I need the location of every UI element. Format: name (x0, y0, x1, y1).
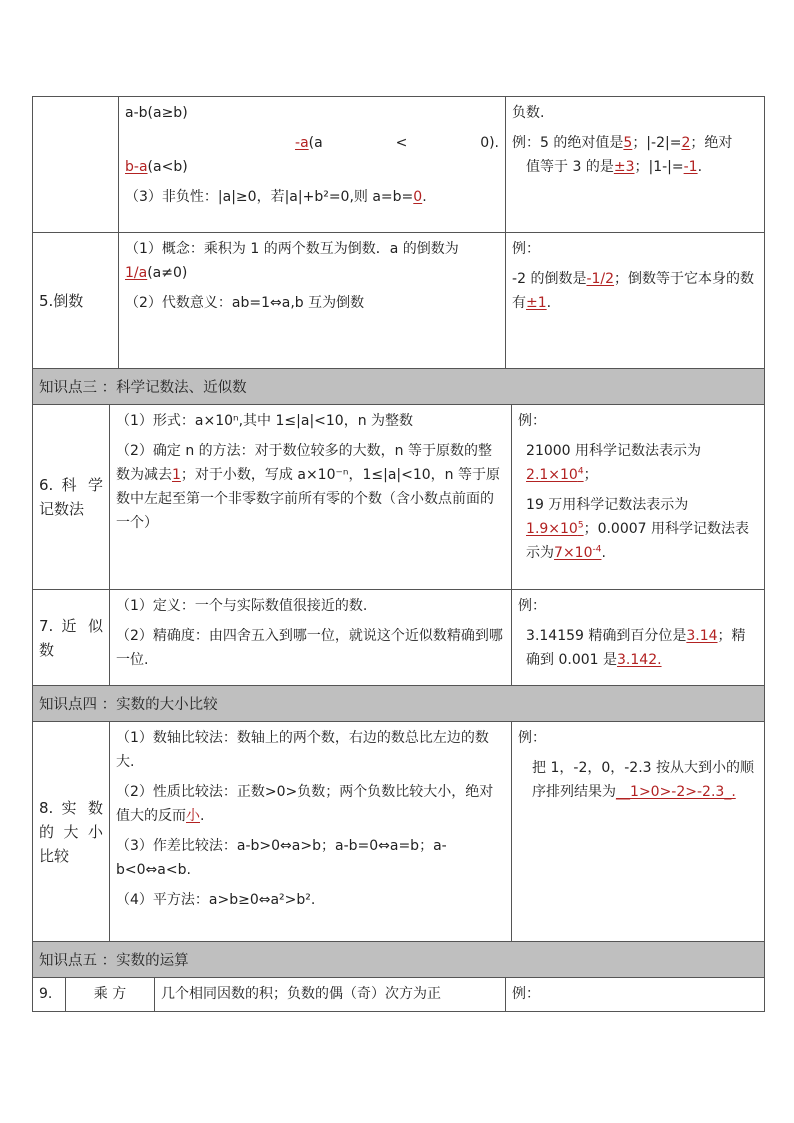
answer-blank: ±1 (526, 295, 547, 311)
answer-blank: 3.14 (686, 628, 718, 644)
example-cell-comparison: 例： 把 1，-2，0，-2.3 按从大到小的顺序排列结果为__1>0>-2>-2.3_. (512, 722, 765, 942)
content-cell-reciprocal: （1）概念：乘积为 1 的两个数互为倒数．a 的倒数为1/a(a≠0) （2）代数意义：ab=1⇔a,b 互为倒数 (119, 233, 506, 369)
answer-blank: 7×10 (554, 545, 593, 561)
content-cell-approximate: （1）定义：一个与实际数值很接近的数. （2）精确度：由四舍五入到哪一位，就说这个近似数精确到哪一位. (110, 590, 512, 686)
row-title-comparison: 8. 实 数 的 大 小 比较 (33, 722, 110, 942)
name-cell-empty (33, 97, 119, 233)
answer-blank: -1/2 (586, 271, 615, 287)
example-cell-approximate: 例： 3.14159 精确到百分位是3.14；精确到 0.001 是3.142. (512, 590, 765, 686)
answer-blank: __1>0>-2>-2.3_. (616, 784, 736, 800)
answer-blank: 1 (172, 467, 181, 483)
example-cell-absolute-value: 负数. 例：5 的绝对值是5；|-2|=2；绝对 值等于 3 的是±3；|1-|=-1. (506, 97, 765, 233)
table-row-reciprocal (33, 233, 765, 369)
example-cell-power: 例： (506, 978, 765, 1012)
answer-blank: -a (295, 135, 309, 151)
abs-nonneg-line: （3）非负性：|a|≥0，若|a|+b²=0,则 a=b=0. (125, 189, 427, 205)
section-header-row-5 (33, 942, 765, 978)
answer-blank: -1 (683, 159, 698, 175)
table-row-scientific-notation (33, 405, 765, 590)
example-cell-scientific-notation: 例： 21000 用科学记数法表示为$2.1\times 10^4$； 19 万用科学记数法表示为$1.9\times 10^5$；0.0007 用科学记数法表示为$7\times 10^{-4}$. (512, 405, 765, 590)
abs-formula-b-minus-a: b-a(a<b) (125, 159, 188, 175)
answer-blank: 小 (186, 808, 200, 824)
section-header-row-4 (33, 686, 765, 722)
answer-blank: 5 (623, 135, 633, 151)
answer-blank: 0 (413, 189, 423, 205)
abs-formula-neg-line: -a(a < 0). (295, 135, 500, 151)
content-cell-comparison: （1）数轴比较法：数轴上的两个数，右边的数总比左边的数大. （2）性质比较法：正数>0>负数；两个负数比较大小，绝对值大的反而小. （3）作差比较法：a-b>0⇔a>b；a-b=0⇔a=b；a-b<0⇔a<b. （4）平方法：a>b≥0⇔a²>b². (110, 722, 512, 942)
example-cell-reciprocal: 例： -2 的倒数是-1/2；倒数等于它本身的数有±1. (506, 233, 765, 369)
abs-formula-line: a-b(a≥b) (125, 105, 188, 121)
row-title-reciprocal: 5.倒数 (33, 233, 119, 369)
row-title-approximate: 7. 近 似 数 (33, 590, 110, 686)
table-row-approximate (33, 590, 765, 686)
knowledge-table (32, 96, 765, 1012)
table-row-absolute-value (33, 97, 765, 233)
row-title-power: 乘 方 (66, 978, 155, 1012)
content-cell-power: 几个相同因数的积；负数的偶（奇）次方为正 (155, 978, 506, 1012)
content-cell-absolute-value (119, 97, 506, 233)
section-header-scientific-notation: 知识点三 ：科学记数法、近似数 (33, 369, 765, 405)
table-row-power (33, 978, 765, 1012)
row-number: 9. (33, 978, 66, 1012)
section-header-comparison: 知识点四 ：实数的大小比较 (33, 686, 765, 722)
section-header-row-3 (33, 369, 765, 405)
answer-blank: ±3 (613, 159, 635, 175)
knowledge-table-document (32, 96, 764, 1012)
content-cell-scientific-notation: （1）形式：a×10ⁿ,其中 1≤|a|<10，n 为整数 （2）确定 n 的方法：对于数位较多的大数，n 等于原数的整数为减去1；对于小数，写成 a×10⁻ⁿ，1≤|a|<10，n 等于原数中左起至第一个非零数字前所有零的个数（含小数点前面的一个） (110, 405, 512, 590)
answer-blank: 2.1×10 (526, 467, 578, 483)
answer-blank: 1.9×10 (526, 521, 578, 537)
answer-blank: 2 (681, 135, 691, 151)
section-header-operations: 知识点五 ：实数的运算 (33, 942, 765, 978)
answer-blank: 3.142. (617, 652, 662, 668)
answer-blank: b-a (125, 159, 148, 175)
answer-blank: 1/a (125, 265, 148, 281)
row-title-scientific-notation: 6. 科 学 记数法 (33, 405, 110, 590)
table-row-comparison (33, 722, 765, 942)
